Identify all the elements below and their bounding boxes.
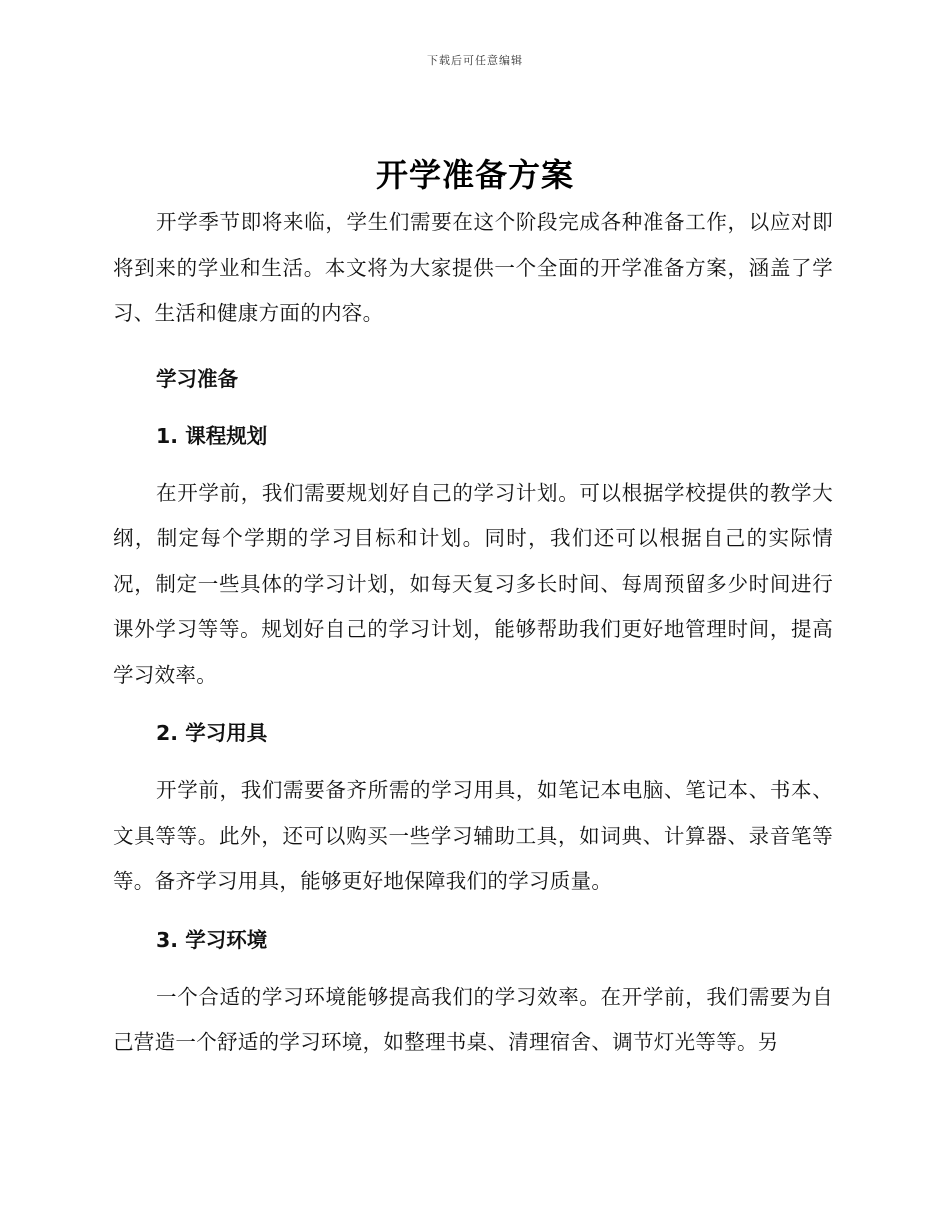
subsection-body-1: 在开学前，我们需要规划好自己的学习计划。可以根据学校提供的教学大纲，制定每个学期的学习目标和计划。同时，我们还可以根据自己的实际情况，制定一些具体的学习计划，如每天复习多长时间、每周预留多少时间进行课外学习等等。规划好自己的学习计划，能够帮助我们更好地管理时间，提高学习效率。 [113, 480, 833, 687]
subsection-body-2: 开学前，我们需要备齐所需的学习用具，如笔记本电脑、笔记本、书本、文具等等。此外，还可以购买一些学习辅助工具，如词典、计算器、录音笔等等。备齐学习用具，能够更好地保障我们的学习质量。 [113, 778, 833, 893]
document-title: 开学准备方案 [375, 156, 574, 194]
subsection-body-3: 一个合适的学习环境能够提高我们的学习效率。在开学前，我们需要为自己营造一个舒适的学习环境，如整理书桌、清理宿舍、调节灯光等等。另 [113, 984, 833, 1054]
subsection-heading-1: 1. 课程规划 [156, 423, 268, 448]
subsection-heading-3: 3. 学习环境 [156, 927, 268, 952]
intro-paragraph: 开学季节即将来临，学生们需要在这个阶段完成各种准备工作，以应对即将到来的学业和生活。本文将为大家提供一个全面的开学准备方案，涵盖了学习、生活和健康方面的内容。 [113, 210, 833, 325]
section-heading: 学习准备 [156, 366, 238, 391]
header-note: 下载后可任意编辑 [427, 54, 523, 67]
document-body [113, 200, 833, 1066]
subsection-heading-2: 2. 学习用具 [156, 721, 268, 745]
